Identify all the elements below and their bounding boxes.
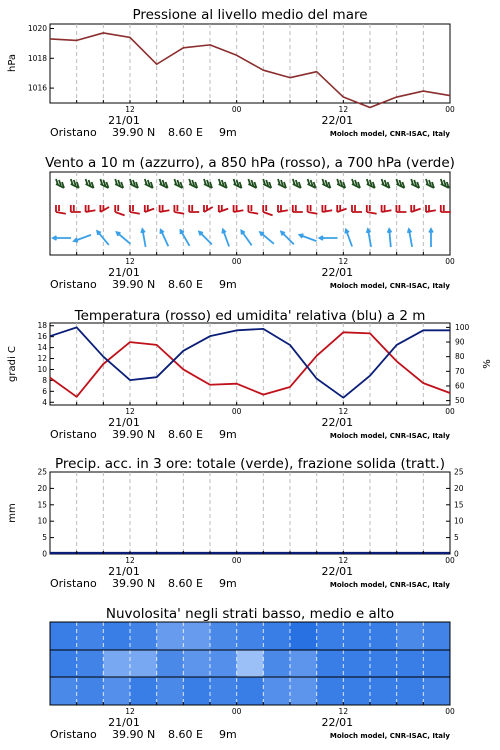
y-tick-label-right: 50 [455, 396, 465, 406]
cloud-cell [290, 677, 317, 705]
temperature-line [50, 332, 450, 397]
cloud-cell [237, 677, 264, 705]
wind-barb-850hPa [204, 205, 213, 212]
cloud-cell [397, 677, 424, 705]
wind-barb-700hPa [396, 179, 404, 188]
wind-arrow-10m [181, 230, 190, 246]
y-tick-label: 16 [37, 332, 47, 342]
wind-barb-700hPa [86, 179, 94, 188]
cloud-cell [157, 650, 184, 677]
precip-y-ticks [37, 468, 463, 559]
cloud-cell [50, 650, 77, 677]
cloud-cell [50, 677, 77, 705]
wind-barb-700hPa [337, 179, 345, 188]
cloud-title: Nuvolosita' negli strati basso, medio e alto [105, 606, 395, 622]
wind-barb-700hPa [219, 179, 227, 188]
wind-barb-850hPa [160, 205, 170, 212]
wind-barb-850hPa [426, 205, 436, 212]
precip-x-ticks [50, 551, 455, 590]
wind-x-ticks [50, 252, 455, 291]
wind-barb-700hPa [263, 179, 271, 188]
date-label: 22/01 [321, 716, 354, 729]
y-tick-label-right: 100 [455, 322, 470, 332]
cloud-cell [103, 677, 130, 705]
footer-elevation: 9m [219, 728, 237, 741]
wind-barb-850hPa [248, 205, 258, 214]
wind-barb-850hPa [130, 205, 140, 214]
cloud-cell [237, 650, 264, 677]
footer-location: Oristano [50, 126, 97, 139]
wind-barb-700hPa [160, 179, 168, 188]
cloud-cell [370, 677, 397, 705]
cloud-heatmap [50, 622, 451, 705]
wind-arrow-10m [388, 229, 392, 247]
cloud-cell [317, 677, 344, 705]
wind-barb-700hPa [382, 179, 390, 188]
footer-elevation: 9m [219, 428, 237, 441]
wind-barb-850hPa [234, 205, 244, 212]
x-tick-label: 12 [338, 707, 349, 716]
footer-latitude: 39.90 N [112, 577, 156, 590]
wind-arrow-10m [408, 229, 412, 247]
y-tick-label: 4 [42, 397, 47, 407]
wind-barb-850hPa [100, 205, 109, 212]
cloud-cell [77, 650, 104, 677]
wind-arrow-10m [281, 232, 294, 245]
temperature-series [50, 327, 450, 397]
wind-barb-850hPa [56, 205, 66, 214]
wind-barb-850hPa [352, 205, 362, 212]
wind-arrow-10m [141, 229, 145, 247]
date-label: 22/01 [321, 565, 354, 578]
cloud-cell [157, 622, 184, 650]
y-tick-label-right: 5 [454, 533, 459, 543]
wind-barb-850hPa [337, 205, 346, 212]
cloud-cell [237, 622, 264, 650]
wind-title: Vento a 10 m (azzurro), a 850 hPa (rosso), a 700 hPa (verde) [45, 155, 455, 171]
cloud-cell [263, 677, 290, 705]
temperature-title: Temperatura (rosso) ed umidita' relativa (blu) a 2 m [74, 308, 426, 324]
wind-arrow-10m [222, 230, 229, 247]
y-tick-label-right: 90 [455, 337, 465, 347]
y-tick-label: 1018 [27, 53, 47, 63]
date-label: 22/01 [321, 114, 354, 127]
y-tick-label: 5 [42, 533, 47, 543]
x-tick-label: 12 [125, 707, 135, 716]
cloud-cell [343, 677, 370, 705]
footer-location: Oristano [50, 728, 97, 741]
date-label: 21/01 [108, 114, 140, 127]
footer-credit: Moloch model, CNR-ISAC, Italy [329, 282, 450, 290]
temperature-x-ticks [50, 402, 455, 441]
date-label: 21/01 [108, 416, 140, 429]
cloud-cell [343, 622, 370, 650]
date-label: 21/01 [108, 565, 140, 578]
y-tick-label-right: 15 [454, 500, 464, 510]
x-tick-label: 12 [338, 556, 349, 565]
wind-barb-850hPa [219, 205, 228, 212]
precip-y-label: mm [7, 503, 18, 523]
y-tick-label-right: 80 [455, 352, 465, 362]
date-label: 21/01 [108, 266, 140, 279]
wind-barb-850hPa [189, 205, 199, 212]
temperature-y-label: gradi C [7, 346, 18, 382]
cloud-cell [423, 622, 450, 650]
wind-barb-850hPa [278, 205, 288, 212]
wind-arrow-10m [53, 236, 71, 240]
wind-barb-700hPa [322, 179, 330, 188]
x-tick-label: 00 [445, 257, 455, 266]
wind-barb-850hPa [411, 205, 420, 212]
humidity-y-label: % [482, 359, 493, 369]
wind-barb-850hPa [396, 205, 406, 212]
footer-credit: Moloch model, CNR-ISAC, Italy [329, 732, 450, 740]
wind-arrow-10m [345, 230, 352, 247]
wind-arrow-10m [117, 232, 131, 244]
wind-barb-850hPa [293, 205, 303, 212]
y-tick-label: 1016 [27, 83, 47, 93]
wind-series [53, 179, 451, 247]
footer-credit: Moloch model, CNR-ISAC, Italy [329, 130, 450, 138]
y-tick-label: 1020 [27, 23, 47, 33]
x-tick-label: 00 [445, 556, 455, 565]
cloud-cell [157, 677, 184, 705]
y-tick-label-right: 60 [455, 381, 465, 391]
cloud-cell [77, 622, 104, 650]
humidity-line [50, 327, 450, 397]
footer-location: Oristano [50, 577, 97, 590]
wind-barb-700hPa [71, 179, 79, 188]
temperature-y-ticks [37, 321, 54, 407]
y-tick-label-right: 70 [455, 366, 465, 376]
precip-gridlines [77, 472, 424, 554]
wind-barb-700hPa [308, 179, 316, 188]
wind-barb-850hPa [174, 205, 184, 214]
temperature-panel [7, 308, 493, 441]
cloud-cell [130, 622, 157, 650]
x-tick-label: 00 [231, 556, 242, 565]
x-tick-label: 00 [231, 707, 242, 716]
x-tick-label: 12 [338, 407, 349, 416]
wind-barb-850hPa [367, 205, 377, 214]
date-label: 21/01 [108, 716, 140, 729]
y-tick-label: 18 [37, 321, 47, 331]
x-tick-label: 00 [231, 407, 242, 416]
cloud-cell [423, 677, 450, 705]
y-tick-label-right: 10 [454, 516, 464, 526]
cloud-cell [103, 622, 130, 650]
wind-barb-700hPa [130, 179, 138, 188]
x-tick-label: 12 [338, 257, 349, 266]
cloud-cell [183, 650, 210, 677]
date-label: 22/01 [321, 416, 354, 429]
wind-barb-850hPa [145, 205, 154, 212]
pressure-line [50, 33, 450, 108]
wind-arrow-10m [241, 231, 251, 246]
footer-latitude: 39.90 N [112, 728, 156, 741]
y-tick-label: 14 [37, 343, 47, 353]
footer-longitude: 8.60 E [168, 428, 203, 441]
wind-barb-850hPa [441, 205, 451, 212]
y-tick-label: 15 [37, 500, 47, 510]
cloud-cell [183, 677, 210, 705]
y-tick-label-right: 25 [454, 467, 464, 477]
y-tick-label: 6 [42, 386, 47, 396]
x-tick-label: 00 [445, 407, 455, 416]
cloud-cell [397, 650, 424, 677]
footer-longitude: 8.60 E [168, 728, 203, 741]
cloud-cell [130, 677, 157, 705]
wind-arrow-10m [260, 232, 274, 244]
cloud-cell [317, 622, 344, 650]
wind-arrow-10m [320, 236, 338, 240]
footer-latitude: 39.90 N [112, 126, 156, 139]
wind-barb-700hPa [174, 179, 182, 188]
footer-credit: Moloch model, CNR-ISAC, Italy [329, 581, 450, 589]
cloud-x-ticks [50, 702, 455, 741]
cloud-cell [210, 622, 237, 650]
cloud-cell [370, 650, 397, 677]
wind-barb-850hPa [71, 205, 81, 212]
wind-arrow-10m [160, 230, 168, 246]
wind-barb-700hPa [426, 179, 434, 188]
wind-barb-700hPa [441, 179, 449, 188]
wind-barb-700hPa [248, 179, 256, 188]
footer-longitude: 8.60 E [168, 126, 203, 139]
cloud-cell [263, 622, 290, 650]
wind-barb-700hPa [204, 179, 212, 188]
cloud-cell [290, 650, 317, 677]
x-tick-label: 00 [445, 707, 455, 716]
footer-credit: Moloch model, CNR-ISAC, Italy [329, 432, 450, 440]
cloud-cell [290, 622, 317, 650]
cloud-cell [103, 650, 130, 677]
precip-title: Precip. acc. in 3 ore: totale (verde), frazione solida (tratt.) [55, 456, 445, 472]
wind-barb-850hPa [115, 205, 124, 215]
wind-barb-700hPa [278, 179, 286, 188]
wind-arrow-10m [300, 234, 317, 241]
wind-barb-700hPa [367, 179, 375, 188]
wind-barb-700hPa [100, 179, 108, 188]
footer-longitude: 8.60 E [168, 278, 203, 291]
footer-location: Oristano [50, 428, 97, 441]
precip-panel [7, 456, 464, 590]
temperature-plot-frame [50, 323, 450, 405]
cloud-cell [77, 677, 104, 705]
wind-barb-850hPa [263, 205, 272, 215]
footer-elevation: 9m [219, 577, 237, 590]
wind-barb-850hPa [308, 205, 318, 214]
wind-barb-700hPa [115, 179, 123, 188]
y-tick-label: 25 [37, 467, 47, 477]
footer-elevation: 9m [219, 126, 237, 139]
wind-barb-850hPa [86, 205, 96, 212]
pressure-title: Pressione al livello medio del mare [132, 7, 368, 23]
precip-plot-frame [50, 472, 450, 554]
cloud-cell [343, 650, 370, 677]
x-tick-label: 12 [125, 105, 135, 114]
cloud-cell [50, 622, 77, 650]
x-tick-label: 12 [125, 407, 135, 416]
x-tick-label: 12 [125, 556, 135, 565]
wind-barb-850hPa [382, 205, 392, 212]
cloud-panel [50, 606, 455, 741]
x-tick-label: 00 [231, 105, 242, 114]
y-tick-label: 8 [42, 375, 47, 385]
wind-barb-700hPa [293, 179, 301, 188]
pressure-panel [7, 7, 455, 139]
cloud-cell [130, 650, 157, 677]
cloud-cell [317, 650, 344, 677]
wind-barb-850hPa [322, 205, 332, 212]
cloud-cell [210, 677, 237, 705]
footer-elevation: 9m [219, 278, 237, 291]
date-label: 22/01 [321, 266, 354, 279]
pressure-y-label: hPa [7, 53, 18, 73]
y-tick-label: 12 [37, 354, 47, 364]
cloud-cell [183, 622, 210, 650]
wind-barb-700hPa [411, 179, 419, 188]
footer-longitude: 8.60 E [168, 577, 203, 590]
x-tick-label: 00 [231, 257, 242, 266]
footer-latitude: 39.90 N [112, 278, 156, 291]
wind-barb-700hPa [234, 179, 242, 188]
y-tick-label: 0 [42, 549, 47, 559]
x-tick-label: 00 [445, 105, 455, 114]
y-tick-label-right: 0 [454, 549, 459, 559]
footer-latitude: 39.90 N [112, 428, 156, 441]
wind-barb-700hPa [189, 179, 197, 188]
wind-barb-700hPa [56, 179, 64, 188]
wind-panel [45, 155, 455, 291]
y-tick-label-right: 20 [454, 483, 464, 493]
pressure-series [50, 33, 450, 108]
cloud-cell [397, 622, 424, 650]
wind-barb-700hPa [145, 179, 153, 188]
y-tick-label: 10 [37, 516, 47, 526]
wind-arrow-10m [429, 229, 433, 247]
pressure-x-ticks [50, 100, 455, 139]
wind-barb-700hPa [352, 179, 360, 188]
cloud-cell [210, 650, 237, 677]
y-tick-label: 20 [37, 483, 47, 493]
y-tick-label: 10 [37, 364, 47, 374]
cloud-cell [423, 650, 450, 677]
footer-location: Oristano [50, 278, 97, 291]
x-tick-label: 12 [125, 257, 135, 266]
x-tick-label: 12 [338, 105, 349, 114]
cloud-cell [263, 650, 290, 677]
cloud-cell [370, 622, 397, 650]
